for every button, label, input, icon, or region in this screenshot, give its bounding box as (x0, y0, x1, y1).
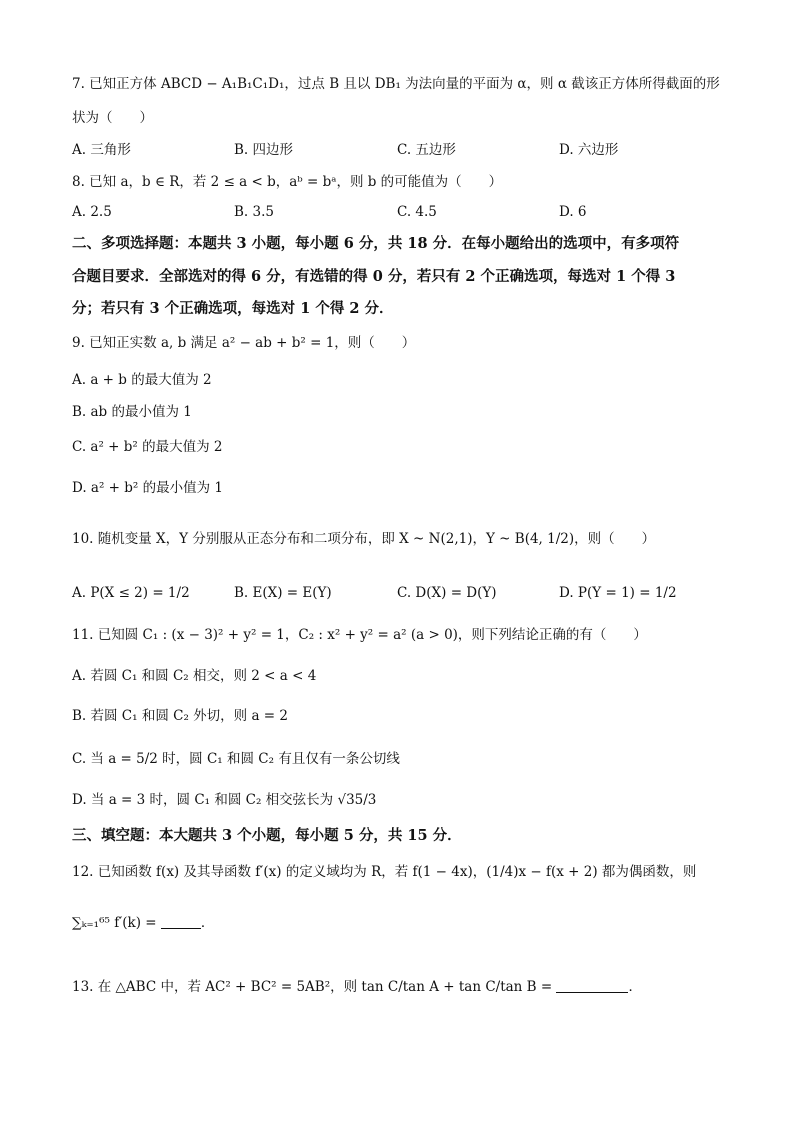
q8-option-b: B. 3.5 (234, 204, 274, 220)
q10-stem: 10. 随机变量 X，Y 分别服从正态分布和二项分布，即 X ~ N(2,1)，Y ~ B(4, 1/2)，则（ ） (72, 531, 656, 547)
q10-option-b: B. E(X) = E(Y) (234, 585, 332, 601)
q12-end-mark: ． (200, 915, 215, 931)
q9-option-a: A. a + b 的最大值为 2 (72, 372, 212, 388)
q9-option-c: C. a² + b² 的最大值为 2 (72, 439, 223, 455)
q11-option-d: D. 当 a = 3 时，圆 C₁ 和圆 C₂ 相交弦长为 √35/3 (72, 792, 377, 808)
q10-option-c: C. D(X) = D(Y) (397, 585, 497, 601)
q11-option-a: A. 若圆 C₁ 和圆 C₂ 相交，则 2 < a < 4 (72, 668, 317, 684)
q10-option-d: D. P(Y = 1) = 1/2 (559, 585, 677, 601)
q9-option-d: D. a² + b² 的最小值为 1 (72, 480, 224, 496)
q7-stem: 7. 已知正方体 ABCD − A₁B₁C₁D₁，过点 B 且以 DB₁ 为法向量的平面为 α，则 α 截该正方体所得截面的形 (72, 76, 720, 92)
q11-option-b: B. 若圆 C₁ 和圆 C₂ 外切，则 a = 2 (72, 708, 288, 724)
q8-stem: 8. 已知 a，b ∈ R，若 2 ≤ a < b，aᵇ = bᵃ，则 b 的可能值为（ ） (72, 174, 503, 190)
q9-stem: 9. 已知正实数 a, b 满足 a² − ab + b² = 1，则（ ） (72, 335, 416, 351)
q12-stem: 12. 已知函数 f(x) 及其导函数 f′(x) 的定义域均为 R，若 f(1 − 4x)，(1/4)x − f(x + 2) 都为偶函数，则 (72, 864, 697, 880)
q9-option-b: B. ab 的最小值为 1 (72, 404, 192, 420)
q11-option-c: C. 当 a = 5/2 时，圆 C₁ 和圆 C₂ 有且仅有一条公切线 (72, 751, 400, 767)
q7-option-b: B. 四边形 (234, 142, 294, 158)
section2-heading-line3: 分；若只有 3 个正确选项，每选对 1 个得 2 分． (72, 300, 394, 317)
q7-stem-continued: 状为（ ） (72, 110, 153, 126)
q13-answer-blank[interactable] (556, 978, 628, 993)
q12-sum-expression: ∑ₖ₌₁⁶⁵ f′(k) = (72, 915, 161, 931)
q7-option-a: A. 三角形 (72, 142, 131, 158)
q7-option-c: C. 五边形 (397, 142, 456, 158)
q8-option-c: C. 4.5 (397, 204, 437, 220)
section3-heading: 三、填空题：本大题共 3 个小题，每小题 5 分，共 15 分． (72, 827, 462, 844)
q13-line (72, 977, 642, 997)
q12-sum-line (72, 913, 214, 933)
q12-answer-blank[interactable] (161, 914, 201, 929)
q7-option-d: D. 六边形 (559, 142, 619, 158)
section2-heading-line2: 合题目要求．全部选对的得 6 分，有选错的得 0 分，若只有 2 个正确选项，每选对 1 个得 3 (72, 268, 676, 285)
q13-stem: 13. 在 △ABC 中，若 AC² + BC² = 5AB²，则 tan C/tan A + tan C/tan B = (72, 979, 557, 995)
section2-heading-line1: 二、多项选择题：本题共 3 小题，每小题 6 分，共 18 分．在每小题给出的选项中，有多项符 (72, 235, 680, 252)
q10-option-a: A. P(X ≤ 2) = 1/2 (72, 585, 190, 601)
q13-end-mark: ． (628, 979, 642, 995)
q8-option-a: A. 2.5 (72, 204, 112, 220)
q11-stem: 11. 已知圆 C₁ : (x − 3)² + y² = 1，C₂ : x² + y² = a² (a > 0)，则下列结论正确的有（ ） (72, 627, 647, 643)
q8-option-d: D. 6 (559, 204, 587, 220)
